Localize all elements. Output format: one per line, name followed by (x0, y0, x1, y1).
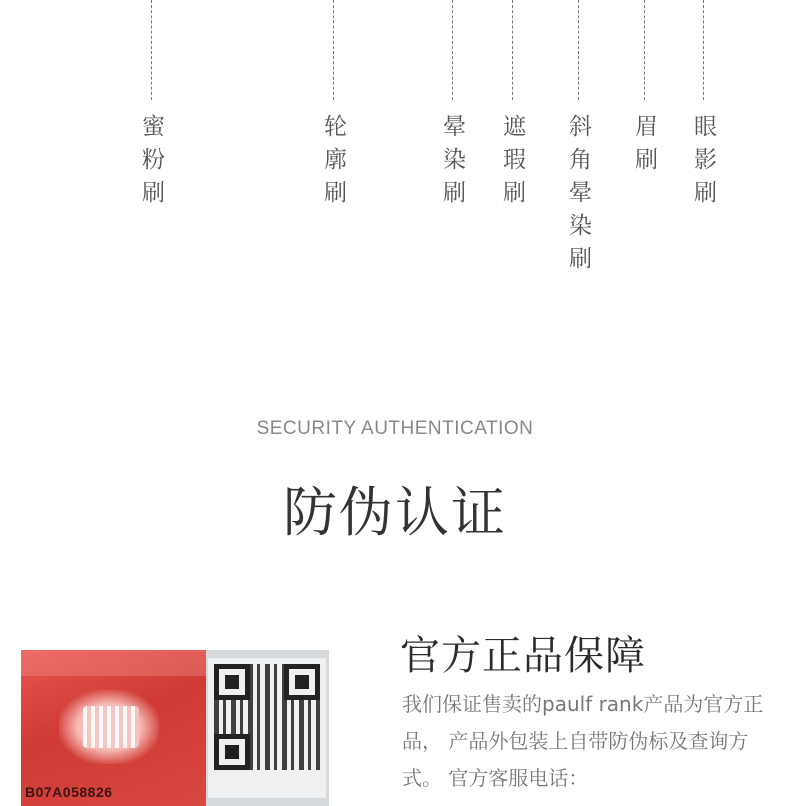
brush-callout-mei (630, 0, 658, 180)
callout-line (578, 0, 579, 100)
brush-callout-yanying (689, 0, 717, 213)
brush-label: 蜜粉刷 (138, 114, 164, 213)
section-subtitle: SECURITY AUTHENTICATION (256, 418, 534, 439)
brush-callout-lunkuo (319, 0, 347, 213)
brush-label: 斜角晕染刷 (565, 114, 591, 279)
brush-label: 轮廓刷 (320, 114, 346, 213)
serial-number: B07A058826 (25, 784, 113, 800)
hologram-seal (21, 650, 206, 806)
callout-line (644, 0, 645, 100)
hologram-icon (83, 706, 139, 748)
guarantee-body: 我们保证售卖的paulf rank产品为官方正品， 产品外包装上自带防伪标及查询方式。 官方客服电话： (402, 692, 764, 790)
brush-callout-zhexia (498, 0, 526, 213)
callout-line (703, 0, 704, 100)
guarantee-title: 官方正品保障 (400, 633, 646, 679)
callout-line (333, 0, 334, 100)
brush-label: 晕染刷 (439, 114, 465, 213)
callout-line (151, 0, 152, 100)
brush-label: 眼影刷 (690, 114, 716, 213)
brush-callout-xiejiao (564, 0, 592, 279)
callout-line (452, 0, 453, 100)
authentication-label-image (21, 650, 329, 806)
brush-label: 遮瑕刷 (499, 114, 525, 213)
brush-callout-yunran (438, 0, 466, 213)
callout-line (512, 0, 513, 100)
qr-finder (214, 734, 250, 770)
section-title: 防伪认证 (283, 481, 507, 544)
brush-label: 眉刷 (631, 114, 657, 180)
qr-finder (284, 664, 320, 700)
qr-code (208, 658, 326, 798)
brush-callout-mifen (137, 0, 165, 213)
qr-finder (214, 664, 250, 700)
